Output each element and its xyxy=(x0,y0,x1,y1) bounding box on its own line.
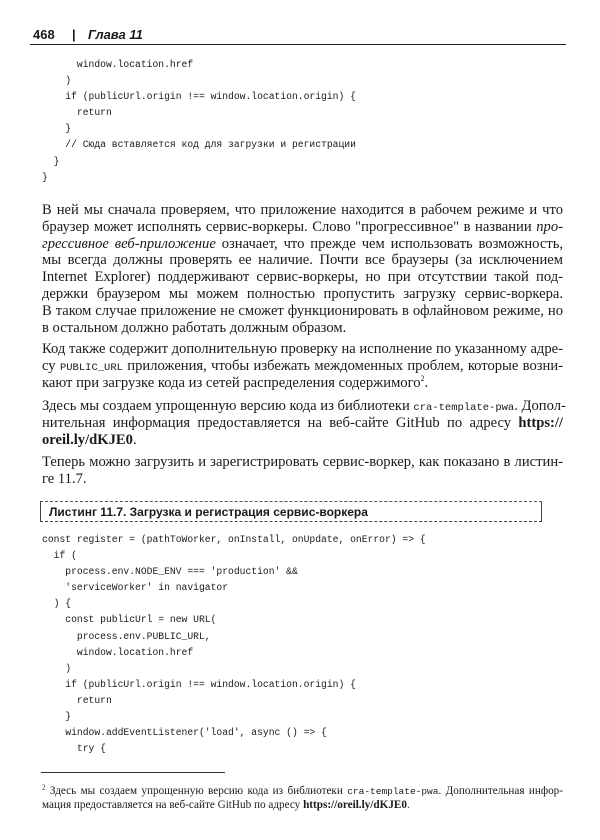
text-run: кают при загрузке кода из сетей распределения содержимого xyxy=(42,374,421,391)
code-line: ) { xyxy=(42,598,72,610)
text-run: Здесь мы создаем упрощенную версию кода из библиотеки xyxy=(45,785,348,797)
text-run: мы всегда должны проверять ее наличие. Почти все браузеры (за исключением xyxy=(42,252,563,269)
text-line xyxy=(42,784,563,798)
text-run: Internet Explorer) поддерживают сервис-воркеры, но при отсутствии такой под- xyxy=(42,269,563,286)
text-line xyxy=(42,798,563,812)
text-line xyxy=(42,358,563,375)
code-line: if (publicUrl.origin !== window.location.origin) { xyxy=(42,678,356,690)
chapter-title: Глава 11 xyxy=(88,27,143,42)
text-run: Код также содержит дополнительную проверку на исполнение по указанному адре- xyxy=(42,341,563,357)
code-line: if (publicUrl.origin !== window.location.origin) { xyxy=(42,91,356,103)
code-line: return xyxy=(42,107,112,119)
code-line: window.location.href xyxy=(42,59,194,70)
page-number: 468 xyxy=(33,27,55,42)
text-run: . xyxy=(407,799,410,811)
text-run: . Допол- xyxy=(514,398,566,414)
code-line: ) xyxy=(42,662,72,674)
code-line: try { xyxy=(42,743,106,755)
text-run: Здесь мы создаем упрощенную версию кода из библиотеки xyxy=(42,398,414,414)
code-block-continued xyxy=(42,57,356,186)
paragraph xyxy=(42,398,566,448)
code-line: ) xyxy=(42,75,72,87)
text-run: мация предоставляется на веб-сайте GitHub по адресу xyxy=(42,799,304,811)
link-text: https:// xyxy=(518,414,563,431)
text-line xyxy=(42,398,566,415)
text-line xyxy=(42,202,563,219)
text-run: про- xyxy=(536,218,563,235)
text-line xyxy=(42,471,563,488)
link-text: oreil.ly/dKJE0 xyxy=(42,431,133,448)
text-run: . Дополнительная инфор- xyxy=(438,785,563,797)
code-line: } xyxy=(42,171,48,183)
header-separator: | xyxy=(72,27,76,42)
text-run: означает, что прежде чем использовать возможность, xyxy=(215,235,564,252)
header-rule xyxy=(30,44,566,45)
text-line xyxy=(42,269,563,286)
code-line: // Сюда вставляется код для загрузки и регистрации xyxy=(42,139,356,151)
code-line: return xyxy=(42,694,112,706)
footnote xyxy=(42,784,563,812)
text-line xyxy=(42,454,563,471)
paragraph xyxy=(42,341,563,391)
listing-caption-box xyxy=(40,501,542,522)
link-text: https://oreil.ly/dKJE0 xyxy=(303,799,407,811)
text-line xyxy=(42,341,563,358)
footnote-rule xyxy=(41,772,225,773)
text-line xyxy=(42,320,563,337)
text-run: . xyxy=(132,431,137,448)
inline-code: cra-template-pwa xyxy=(413,402,515,414)
code-line: window.addEventListener('load', async () => { xyxy=(42,727,327,739)
paragraph xyxy=(42,454,563,488)
footnote-marker: 2 xyxy=(420,373,425,383)
text-run: . xyxy=(424,374,429,391)
code-line: const publicUrl = new URL( xyxy=(42,614,217,626)
code-line: if ( xyxy=(42,550,77,562)
code-line: const register = (pathToWorker, onInstall, onUpdate, onError) => { xyxy=(42,534,426,545)
code-line: 'serviceWorker' in navigator xyxy=(42,582,229,594)
inline-code: cra-template-pwa xyxy=(347,786,439,797)
text-line xyxy=(42,415,563,432)
text-run: В ней мы сначала проверяем, что приложение находится в рабочем режиме и что xyxy=(42,202,563,218)
code-line: } xyxy=(42,711,72,723)
text-line xyxy=(42,286,563,303)
text-run: в остальном должно работать должным образом. xyxy=(42,319,347,336)
text-run: грессивное веб-приложение xyxy=(42,235,216,252)
footnote-marker: 2 xyxy=(42,783,46,792)
text-line xyxy=(42,303,563,320)
text-run: В таком случае приложение не сможет функционировать в офлайновом режиме, но xyxy=(42,302,563,319)
text-line xyxy=(42,219,563,236)
text-line xyxy=(42,236,563,253)
code-line: } xyxy=(42,123,72,135)
text-run: Теперь можно загрузить и зарегистрировать сервис-воркер, как показано в листин- xyxy=(42,454,563,470)
text-run: приложения, чтобы избежать междоменных проблем, которые возни- xyxy=(122,357,564,374)
code-line: } xyxy=(42,155,60,167)
running-header xyxy=(33,27,143,42)
text-run: нительная информация предоставляется на веб-сайте GitHub по адресу xyxy=(42,414,519,431)
code-line: process.env.PUBLIC_URL, xyxy=(42,630,211,642)
text-line xyxy=(42,375,563,392)
text-line xyxy=(42,432,563,449)
text-run: су xyxy=(42,357,60,374)
text-run: ге 11.7. xyxy=(42,470,87,487)
code-line: window.location.href xyxy=(42,646,194,658)
text-line xyxy=(42,252,563,269)
listing-title: Листинг 11.7. Загрузка и регистрация сервис-воркера xyxy=(49,505,368,519)
code-listing xyxy=(42,532,426,757)
inline-code: PUBLIC_URL xyxy=(59,361,123,374)
text-run: держки браузером мы можем полностью пропустить загрузку сервис-воркера. xyxy=(42,285,563,302)
code-line: process.env.NODE_ENV === 'production' && xyxy=(42,566,298,578)
paragraph xyxy=(42,202,563,336)
text-run: браузер может исполнять сервис-воркеры. Слово "прогрессивное" в названии xyxy=(42,218,537,235)
